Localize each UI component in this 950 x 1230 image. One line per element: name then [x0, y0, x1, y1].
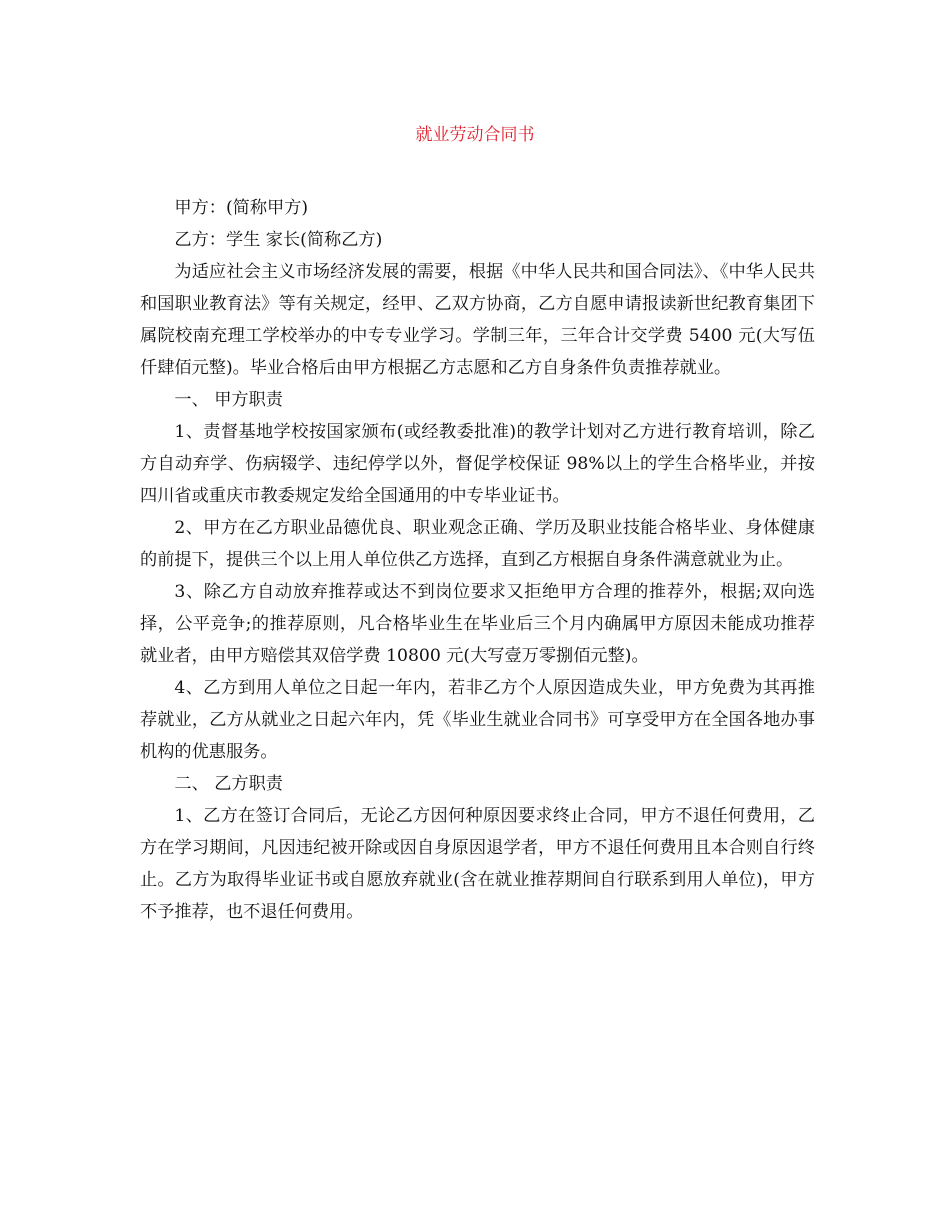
party-b-line: 乙方：学生 家长(简称乙方) — [174, 230, 383, 250]
party-b-clause-1: 1、乙方在签订合同后，无论乙方因何种原因要求终止合同，甲方不退任何费用，乙方在学习期间，凡因违纪被开除或因自身原因退学者，甲方不退任何费用且本合则自行终止。乙方为取得毕业证书或自愿放弃就业(含在就业推荐期间自行联系到用人单位)，甲方不予推荐，也不退任何费用。 — [140, 806, 815, 922]
section-heading-party-a: 一、 甲方职责 — [174, 390, 283, 410]
section-heading-party-b: 二、 乙方职责 — [174, 774, 283, 794]
preamble-paragraph: 为适应社会主义市场经济发展的需要，根据《中华人民共和国合同法》、《中华人民共和国职业教育法》等有关规定，经甲、乙双方协商，乙方自愿申请报读新世纪教育集团下属院校南充理工学校举办的中专专业学习。学制三年，三年合计交学费 5400 元(大写伍仟肆佰元整)。毕业合格后由甲方根据乙方志愿和乙方自身条件负责推荐就业。 — [140, 262, 815, 378]
party-a-clause-1: 1、责督基地学校按国家颁布(或经教委批准)的教学计划对乙方进行教育培训，除乙方自动弃学、伤病辍学、违纪停学以外，督促学校保证 98%以上的学生合格毕业，并按四川省或重庆市教委规定发给全国通用的中专毕业证书。 — [140, 422, 815, 506]
party-a-clause-2: 2、甲方在乙方职业品德优良、职业观念正确、学历及职业技能合格毕业、身体健康的前提下，提供三个以上用人单位供乙方选择，直到乙方根据自身条件满意就业为止。 — [140, 518, 815, 570]
party-a-line: 甲方：(简称甲方) — [174, 198, 309, 218]
document-title: 就业劳动合同书 — [415, 125, 535, 145]
party-a-clause-3: 3、除乙方自动放弃推荐或达不到岗位要求又拒绝甲方合理的推荐外，根据;双向选择，公平竞争;的推荐原则，凡合格毕业生在毕业后三个月内确属甲方原因未能成功推荐就业者，由甲方赔偿其双倍学费 10800 元(大写壹万零捌佰元整)。 — [140, 582, 815, 666]
party-a-clause-4: 4、乙方到用人单位之日起一年内，若非乙方个人原因造成失业，甲方免费为其再推荐就业，乙方从就业之日起六年内，凭《毕业生就业合同书》可享受甲方在全国各地办事机构的优惠服务。 — [140, 678, 815, 762]
document-body — [140, 192, 815, 928]
